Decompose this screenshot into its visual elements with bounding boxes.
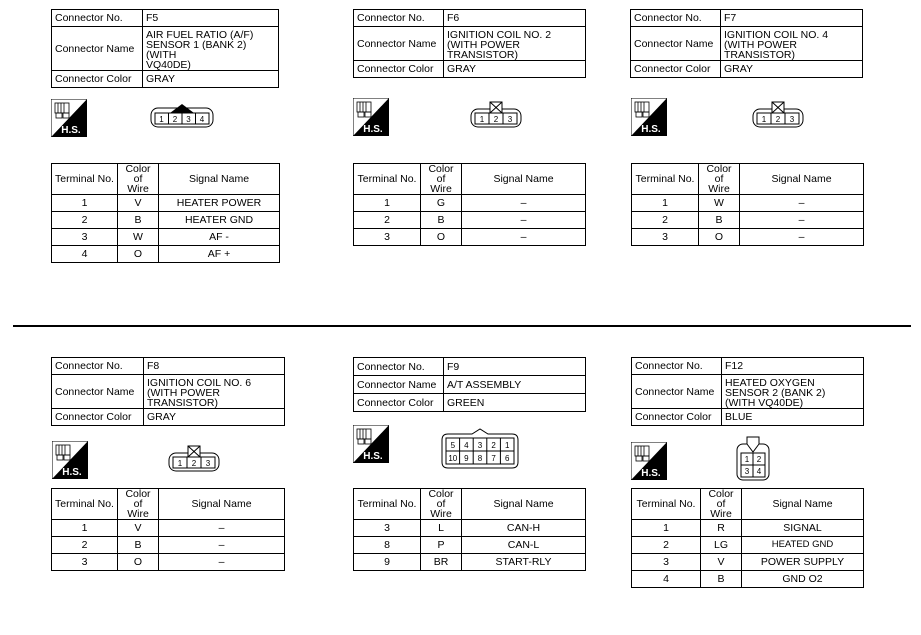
signal-name-header: Signal Name [159,164,280,195]
connector-no-value: F9 [444,358,586,376]
pin-label: 3 [744,467,750,476]
connector-2x2-diagram [735,436,771,481]
wire-color: V [118,520,159,537]
signal-name: CAN-H [462,520,586,537]
wire-color-header-line: Wire [708,183,730,195]
connector-f5 [51,9,279,88]
terminal-no: 1 [52,195,118,212]
pin-label: 4 [464,441,469,450]
table-row [354,229,586,246]
connector-no-value: F7 [721,10,863,27]
signal-name: – [462,229,586,246]
table-row [52,246,280,263]
connector-color-label: Connector Color [52,409,144,426]
wire-color-header-line: Color of [125,488,151,510]
wire-color: V [701,554,742,571]
table-row [632,229,864,246]
connector-info-table [353,9,586,78]
wire-color: W [118,229,159,246]
connector-10pin-diagram [440,428,520,470]
terminal-no: 3 [52,229,118,246]
harness-side-icon [51,99,87,137]
pin-label: 4 [199,115,205,124]
pin-label: 1 [479,115,485,124]
pin-label: 4 [756,467,762,476]
wire-color-header-line: Color of [428,488,454,510]
wire-color: B [118,212,159,229]
connector-name-line: AIR FUEL RATIO (A/F) [146,29,254,41]
connector-3pin-diagram [168,445,220,472]
terminal-no: 8 [354,537,421,554]
connector-name-label: Connector Name [632,375,722,409]
harness-side-icon [52,441,88,479]
table-row [354,520,586,537]
terminal-table-f6 [353,163,586,246]
pin-label: 3 [186,115,191,124]
pin-label: 1 [761,115,767,124]
wire-color: LG [701,537,742,554]
table-row [52,537,285,554]
pin-label: 1 [744,455,750,464]
pin-label: 9 [464,454,469,463]
connector-name-label: Connector Name [354,376,444,394]
signal-name: – [159,554,285,571]
terminal-no: 1 [52,520,118,537]
connector-f6 [353,9,586,78]
connector-no-value: F5 [143,10,279,27]
connector-info-table [51,9,279,88]
signal-name: HEATED GND [742,537,864,554]
pin-label: 10 [448,454,458,463]
connector-info-table [631,357,864,426]
table-row [52,554,285,571]
pin-label: 3 [789,115,795,124]
connector-f12 [631,357,864,426]
hs-label: H.S. [62,467,82,478]
connector-color-label: Connector Color [632,409,722,426]
signal-name-header: Signal Name [462,489,586,520]
connector-no-label: Connector No. [631,10,721,27]
connector-no-label: Connector No. [52,358,144,375]
terminal-no: 2 [354,212,421,229]
connector-color-value: GRAY [444,61,586,78]
connector-color-label: Connector Color [631,61,721,78]
table-row [632,554,864,571]
wire-color-header [118,489,159,520]
connector-f8 [51,357,285,426]
connector-name-value [722,375,864,409]
pin-label: 3 [477,441,483,450]
wire-color: W [699,195,740,212]
section-divider [13,325,911,327]
table-row [354,212,586,229]
connector-name-line: (WITH POWER [724,39,797,51]
connector-3pin-diagram [752,101,804,128]
harness-side-icon [353,425,389,463]
pin-label: 2 [775,115,781,124]
connector-name-value [444,27,586,61]
pin-label: 2 [191,459,197,468]
connector-info-table [630,9,863,78]
signal-name: – [159,537,285,554]
terminal-table-f7 [631,163,864,246]
connector-name-line: VQ40DE) [146,59,191,71]
connector-f7 [630,9,863,78]
connector-no-value: F12 [722,358,864,375]
connector-info-table [51,357,285,426]
wire-color: O [118,246,159,263]
wire-color: B [701,571,742,588]
wire-color: BR [421,554,462,571]
connector-no-label: Connector No. [354,358,444,376]
connector-color-label: Connector Color [52,71,143,88]
pin-label: 7 [491,454,496,463]
wire-color: P [421,537,462,554]
terminal-no: 1 [632,195,699,212]
terminal-table-f9 [353,488,586,571]
connector-name-line: SENSOR 2 (BANK 2) [725,387,826,399]
connector-name-label: Connector Name [631,27,721,61]
connector-info-table [353,357,586,412]
pin-label: 1 [177,459,183,468]
connector-name-line: TRANSISTOR) [147,397,218,409]
wire-color-header-line: Wire [127,508,149,520]
pin-label: 2 [493,115,499,124]
terminal-no: 3 [354,520,421,537]
connector-name-line: IGNITION COIL NO. 4 [724,29,829,41]
terminal-no-header: Terminal No. [632,164,699,195]
connector-color-value: GREEN [444,394,586,412]
pin-label: 3 [205,459,211,468]
table-row [632,537,864,554]
connector-name-label: Connector Name [354,27,444,61]
pin-label: 1 [504,441,510,450]
table-row [354,195,586,212]
wire-color: B [699,212,740,229]
connector-no-label: Connector No. [354,10,444,27]
wire-color-header [421,164,462,195]
signal-name: – [740,195,864,212]
terminal-no: 3 [354,229,421,246]
signal-name: – [740,229,864,246]
table-row [52,212,280,229]
connector-name-label: Connector Name [52,27,143,71]
terminal-no: 3 [632,554,701,571]
hs-label: H.S. [641,124,661,135]
connector-color-value: GRAY [143,71,279,88]
signal-name: POWER SUPPLY [742,554,864,571]
wire-color-header [701,489,742,520]
table-row [632,195,864,212]
signal-name: – [462,195,586,212]
wire-color: B [118,537,159,554]
connector-name-value [721,27,863,61]
terminal-no-header: Terminal No. [354,164,421,195]
terminal-no: 2 [632,537,701,554]
connector-name-line: TRANSISTOR) [724,49,795,61]
wire-color: B [421,212,462,229]
hs-label: H.S. [363,451,383,462]
wire-color: R [701,520,742,537]
connector-f9 [353,357,586,412]
connector-name-line: IGNITION COIL NO. 2 [447,29,552,41]
wire-color-header-line: Wire [430,183,452,195]
wire-color-header [421,489,462,520]
wire-color-header-line: Wire [710,508,732,520]
connector-color-value: BLUE [722,409,864,426]
terminal-table-f5 [51,163,280,263]
table-row [52,195,280,212]
terminal-no: 2 [52,537,118,554]
connector-name-line: (WITH POWER [147,387,220,399]
signal-name: START-RLY [462,554,586,571]
hs-label: H.S. [641,468,661,479]
terminal-no-header: Terminal No. [354,489,421,520]
wire-color: O [421,229,462,246]
pin-label: 6 [504,454,510,463]
wire-color: V [118,195,159,212]
wire-color: O [118,554,159,571]
wire-color-header [118,164,159,195]
terminal-no: 2 [52,212,118,229]
connector-name-value [144,375,285,409]
terminal-no: 4 [632,571,701,588]
connector-4pin-diagram [150,102,214,128]
connector-color-label: Connector Color [354,61,444,78]
terminal-no-header: Terminal No. [52,164,118,195]
terminal-no: 9 [354,554,421,571]
connector-name-line: HEATED OXYGEN [725,377,815,389]
signal-name: SIGNAL [742,520,864,537]
table-row [354,537,586,554]
table-row [52,229,280,246]
wire-color-header-line: Color of [125,163,151,185]
terminal-no: 1 [632,520,701,537]
connector-name-line: (WITH POWER [447,39,520,51]
table-row [354,554,586,571]
connector-color-value: GRAY [721,61,863,78]
signal-name-header: Signal Name [462,164,586,195]
wire-color-header-line: Wire [430,508,452,520]
signal-name: HEATER GND [159,212,280,229]
connector-name-line: IGNITION COIL NO. 6 [147,377,252,389]
connector-name-line: TRANSISTOR) [447,49,518,61]
pin-label: 2 [756,455,762,464]
signal-name: AF - [159,229,280,246]
connector-no-label: Connector No. [52,10,143,27]
signal-name: GND O2 [742,571,864,588]
pin-label: 5 [450,441,456,450]
signal-name: AF + [159,246,280,263]
pin-label: 3 [507,115,513,124]
table-row [52,520,285,537]
terminal-no-header: Terminal No. [632,489,701,520]
terminal-no: 1 [354,195,421,212]
pin-label: 2 [491,441,496,450]
table-row [632,520,864,537]
wire-color: L [421,520,462,537]
signal-name-header: Signal Name [740,164,864,195]
terminal-no-header: Terminal No. [52,489,118,520]
terminal-no: 2 [632,212,699,229]
hs-label: H.S. [363,124,383,135]
signal-name: – [462,212,586,229]
connector-color-value: GRAY [144,409,285,426]
wire-color: G [421,195,462,212]
terminal-table-f12 [631,488,864,588]
connector-name-value [143,27,279,71]
wire-color: O [699,229,740,246]
pin-label: 2 [172,115,178,124]
connector-name-line: SENSOR 1 (BANK 2) (WITH [146,39,247,61]
signal-name-header: Signal Name [742,489,864,520]
connector-no-value: F8 [144,358,285,375]
terminal-no: 4 [52,246,118,263]
terminal-table-f8 [51,488,285,571]
connector-no-label: Connector No. [632,358,722,375]
connector-no-value: F6 [444,10,586,27]
wire-color-header-line: Wire [127,183,149,195]
table-row [632,212,864,229]
connector-3pin-diagram [470,101,522,128]
pin-label: 1 [159,115,164,124]
wire-color-header-line: Color of [708,488,734,510]
hs-label: H.S. [61,125,81,136]
connector-name-value: A/T ASSEMBLY [444,376,586,394]
table-row [632,571,864,588]
signal-name: CAN-L [462,537,586,554]
terminal-no: 3 [632,229,699,246]
pin-label: 8 [477,454,483,463]
signal-name: HEATER POWER [159,195,280,212]
signal-name-header: Signal Name [159,489,285,520]
signal-name: – [740,212,864,229]
harness-side-icon [353,98,389,136]
terminal-no: 3 [52,554,118,571]
signal-name: – [159,520,285,537]
harness-side-icon [631,442,667,480]
wire-color-header [699,164,740,195]
connector-color-label: Connector Color [354,394,444,412]
wire-color-header-line: Color of [706,163,732,185]
connector-name-label: Connector Name [52,375,144,409]
connector-name-line: (WITH VQ40DE) [725,397,804,409]
harness-side-icon [631,98,667,136]
wire-color-header-line: Color of [428,163,454,185]
